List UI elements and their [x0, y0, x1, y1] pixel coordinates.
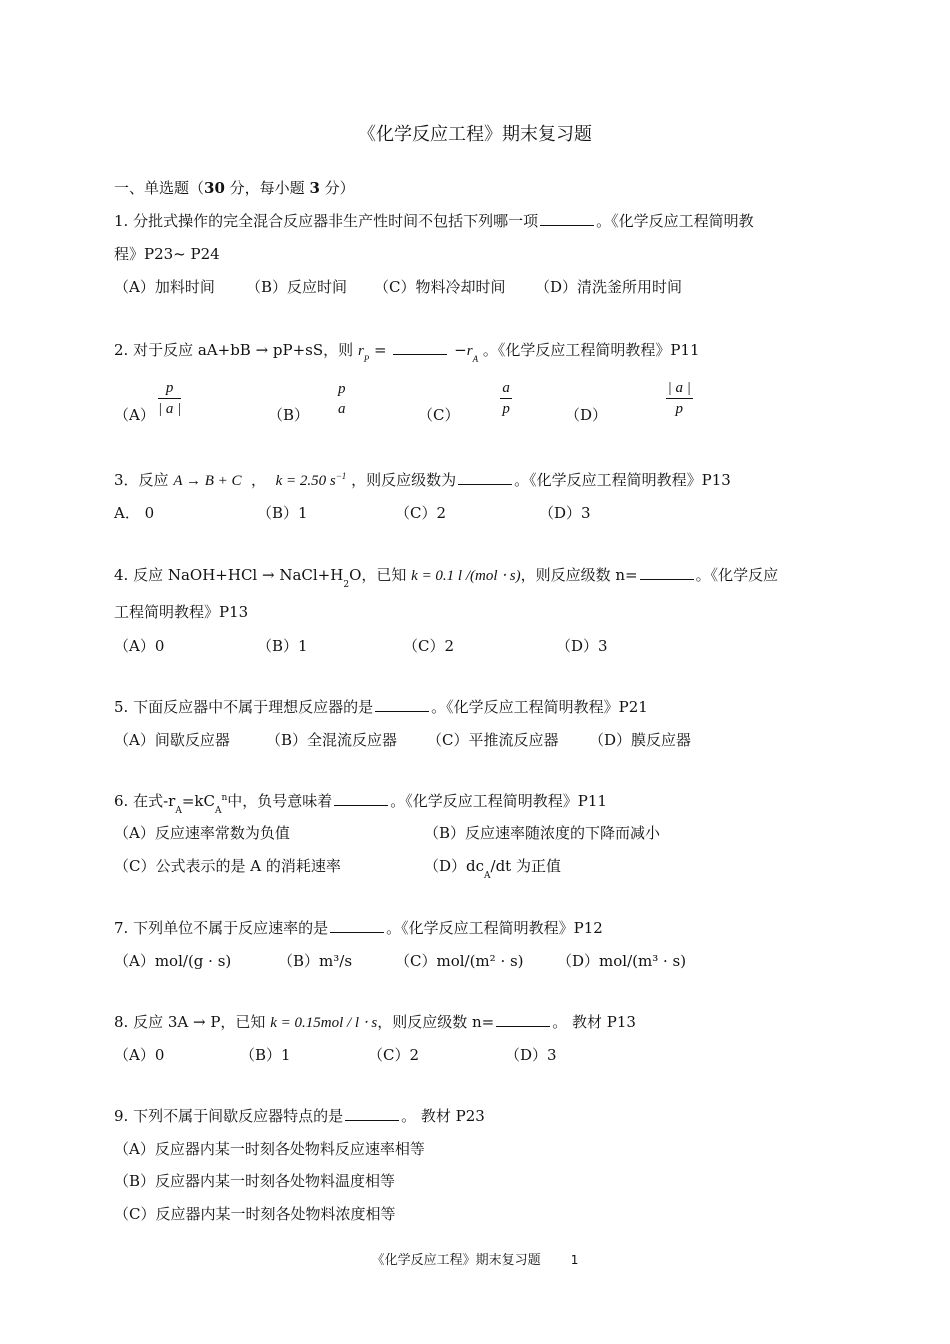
answer-blank: [330, 931, 384, 933]
q4-option-b: （B）1: [257, 637, 308, 655]
answer-blank: [496, 1025, 550, 1027]
q7-option-b: （B）m³/s: [278, 952, 353, 970]
q7-option-c: （C）mol/(m² · s): [395, 952, 524, 970]
q8-option-d: （D）3: [505, 1046, 557, 1064]
question-5-text: 5. 下面反应器中不属于理想反应器的是 。《化学反应工程简明教程》P21: [114, 698, 648, 716]
q2-option-a-label: （A）: [114, 406, 155, 424]
q5-option-a: （A）间歇反应器: [114, 731, 230, 749]
q4-option-d: （D）3: [556, 637, 608, 655]
q5-option-b: （B）全混流反应器: [266, 731, 398, 749]
q6-option-d: $(D)dc_A/dt$ 为正值: [424, 857, 561, 881]
q8-option-b: （B）1: [240, 1046, 291, 1064]
question-4-text-cont: 工程简明教程》P13: [114, 603, 249, 621]
q4-option-c: （C）2: [403, 637, 455, 655]
q2-option-c-fraction: $\frac{a}{p}$: [502, 380, 510, 417]
q2-option-c-label: （C）: [418, 406, 460, 424]
answer-blank: [458, 483, 512, 485]
question-1-text-cont: 程》P23~ P24: [114, 245, 220, 263]
q5-option-d: （D）膜反应器: [589, 731, 692, 749]
document-title: 《化学反应工程》期末复习题: [358, 124, 592, 145]
question-1-text: 1. 分批式操作的完全混合反应器非生产性时间不包括下列哪一项 。《化学反应工程简明教: [114, 212, 754, 230]
q6-option-b: （B）反应速率随浓度的下降而减小: [424, 824, 661, 842]
q1-option-d: （D）清洗釜所用时间: [535, 278, 683, 296]
answer-blank: [640, 578, 694, 580]
page-footer: [0, 1249, 950, 1268]
question-2-text: 2. 对于反应 aA+bB → pP+sS，则 $r_P = -r_A$ 。《化学反应工程简明教程》P11: [114, 341, 700, 364]
q7-option-d: （D）mol/(m³ · s): [557, 952, 687, 970]
answer-blank: [345, 1119, 399, 1121]
answer-blank: [540, 224, 594, 226]
question-4-text: 4. 反应 NaOH+HCl → $NaCl+H_2O$，已知 k = 0.1 l /(mol ⋅ s)，则反应级数 n= 。《化学反应: [114, 566, 779, 590]
q3-option-a: A． 0: [114, 504, 155, 522]
answer-blank: [393, 353, 447, 355]
q6-option-a: （A）反应速率常数为负值: [114, 824, 290, 842]
q2-option-d-fraction: $\frac{| a |}{p}$: [667, 380, 691, 417]
question-8-text: 8. 反应 3A → P，已知 k = 0.15mol / l ⋅ s，则反应级数 n= 。 教材 P13: [114, 1013, 636, 1031]
q1-option-a: （A）加料时间: [114, 278, 215, 296]
q7-option-a: （A）mol/(g · s): [114, 952, 232, 970]
q5-option-c: （C）平推流反应器: [427, 731, 559, 749]
page-number: 1: [570, 1253, 579, 1267]
q2-option-d-label: （D）: [565, 406, 608, 424]
question-3-text: 3．反应 A → B + C ， k = 2.50 $s^{-1}$ ，则反应级数为 。《化学反应工程简明教程》P13: [114, 471, 731, 489]
footer-title: 《化学反应工程》期末复习题: [371, 1253, 541, 1268]
q1-option-b: （B）反应时间: [246, 278, 348, 296]
q6-option-c: （C）公式表示的是 A 的消耗速率: [114, 857, 341, 875]
q3-option-c: （C）2: [395, 504, 447, 522]
q1-option-c: （C）物料冷却时间: [374, 278, 506, 296]
q3-option-b: （B）1: [257, 504, 308, 522]
q8-option-a: （A）0: [114, 1046, 165, 1064]
q9-option-c: （C）反应器内某一时刻各处物料浓度相等: [114, 1205, 396, 1223]
q2-option-a-fraction: $\frac{p}{| a |}$: [158, 380, 182, 417]
answer-blank: [334, 804, 388, 806]
q2-option-b-label: （B）: [268, 406, 310, 424]
question-9-text: 9. 下列不属于间歇反应器特点的是 。 教材 P23: [114, 1107, 485, 1125]
question-7-text: 7. 下列单位不属于反应速率的是 。《化学反应工程简明教程》P12: [114, 919, 603, 937]
q2-option-b-fraction: p a: [338, 380, 346, 417]
q3-option-d: （D）3: [539, 504, 591, 522]
section-heading: 一、单选题（30 分，每小题 3 分）: [114, 179, 355, 197]
answer-blank: [375, 710, 429, 712]
q4-option-a: （A）0: [114, 637, 165, 655]
question-6-text: 6. 在式$-r_A=kC_A^n$中，负号意味着 。《化学反应工程简明教程》P11: [114, 792, 607, 816]
q8-option-c: （C）2: [368, 1046, 420, 1064]
q9-option-a: （A）反应器内某一时刻各处物料反应速率相等: [114, 1140, 425, 1158]
q9-option-b: （B）反应器内某一时刻各处物料温度相等: [114, 1172, 396, 1190]
